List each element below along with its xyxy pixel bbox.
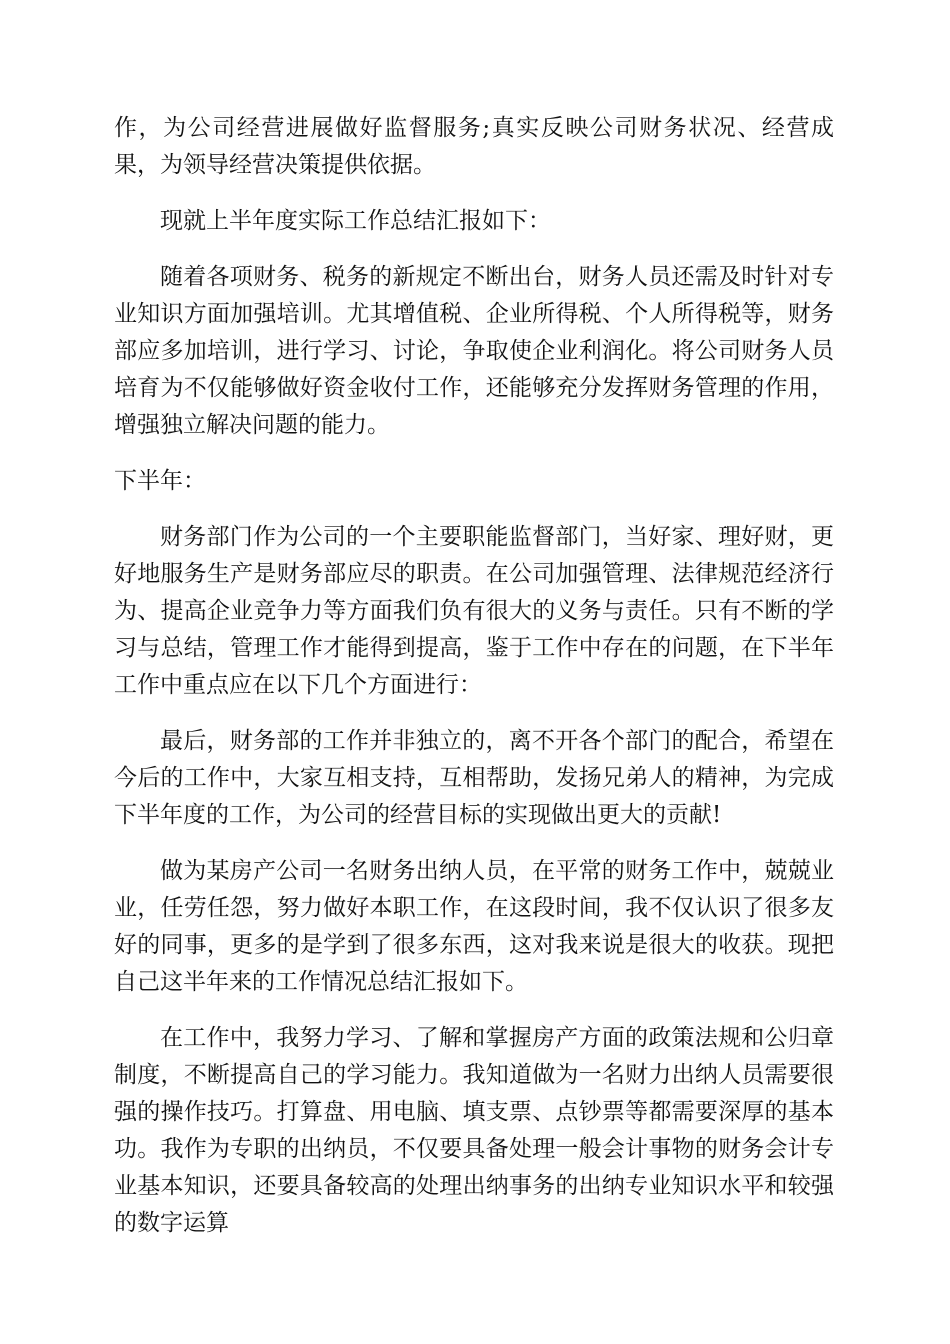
paragraph-2: 现就上半年度实际工作总结汇报如下： bbox=[160, 208, 551, 234]
paragraph-6: 最后，财务部的工作并非独立的，离不开各个部门的配合，希望在今后的工作中，大家互相支持，互相帮助，发扬兄弟人的精神，为完成下半年度的工作，为公司的经营目标的实现做出更大的贡献! bbox=[114, 728, 834, 828]
paragraph-3: 随着各项财务、税务的新规定不断出台，财务人员还需及时针对专业知识方面加强培训。尤其增值税、企业所得税、个人所得税等，财务部应多加培训，进行学习、讨论，争取使企业利润化。将公司财务人员培育为不仅能够做好资金收付工作，还能够充分发挥财务管理的作用，增强独立解决问题的能力。 bbox=[114, 264, 834, 438]
paragraph-5: 财务部门作为公司的一个主要职能监督部门，当好家、理好财，更好地服务生产是财务部应尽的职责。在公司加强管理、法律规范经济行为、提高企业竞争力等方面我们负有很大的义务与责任。只有不断的学习与总结，管理工作才能得到提高，鉴于工作中存在的问题，在下半年工作中重点应在以下几个方面进行： bbox=[114, 524, 834, 698]
paragraph-7: 做为某房产公司一名财务出纳人员，在平常的财务工作中，兢兢业业，任劳任怨，努力做好本职工作，在这段时间，我不仅认识了很多友好的同事，更多的是学到了很多东西，这对我来说是很大的收获。现把自己这半年来的工作情况总结汇报如下。 bbox=[114, 858, 834, 995]
paragraph-8: 在工作中，我努力学习、了解和掌握房产方面的政策法规和公归章制度，不断提高自己的学习能力。我知道做为一名财力出纳人员需要很强的操作技巧。打算盘、用电脑、填支票、点钞票等都需要深厚的基本功。我作为专职的出纳员，不仅要具备处理一般会计事物的财务会计专业基本知识，还要具备较高的处理出纳事务的出纳专业知识水平和较强的数字运算 bbox=[114, 1025, 834, 1236]
document-body bbox=[114, 110, 834, 1261]
paragraph-1: 作，为公司经营进展做好监督服务;真实反映公司财务状况、经营成果，为领导经营决策提供依据。 bbox=[114, 115, 834, 178]
section-heading-second-half: 下半年： bbox=[114, 468, 206, 494]
